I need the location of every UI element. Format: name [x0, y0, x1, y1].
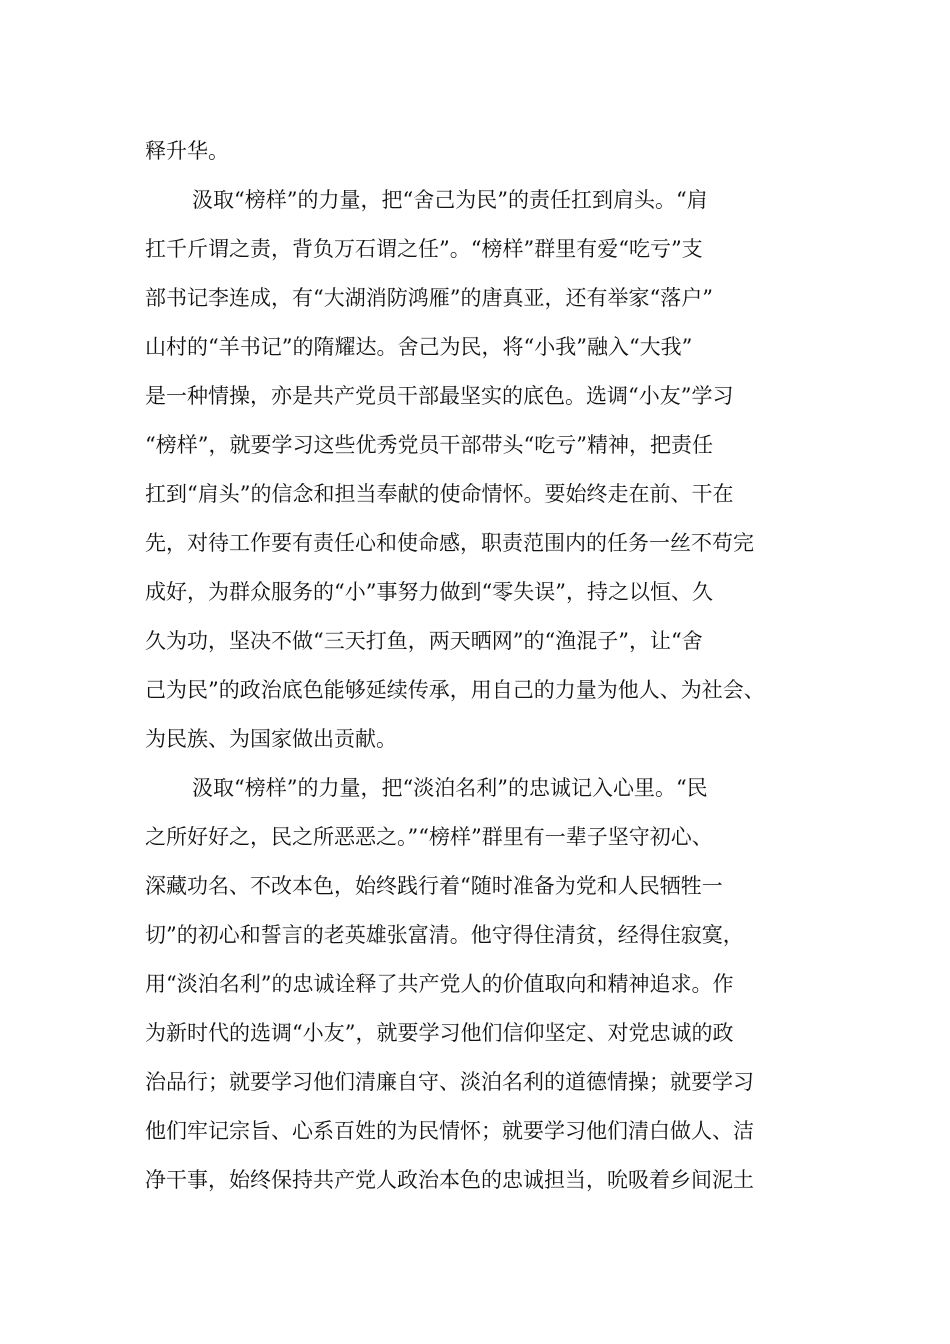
text-line: 久为功，坚决不做“三天打鱼，两天晒网”的“渔混子”，让“舍 [145, 629, 703, 653]
text-line: 先，对待工作要有责任心和使命感，职责范围内的任务一丝不苟完 [145, 531, 754, 555]
text-line: 治品行；就要学习他们清廉自守、淡泊名利的道德情操；就要学习 [145, 1070, 754, 1094]
text-line: 己为民”的政治底色能够延续传承，用自己的力量为他人、为社会、 [145, 678, 765, 702]
text-line: 扛千斤谓之责，背负万石谓之任”。“榜样”群里有爱“吃亏”支 [145, 237, 703, 261]
text-line: 他们牢记宗旨、心系百姓的为民情怀；就要学习他们清白做人、洁 [145, 1119, 754, 1143]
text-line: 成好，为群众服务的“小”事努力做到“零失误”，持之以恒、久 [145, 580, 713, 604]
text-line: 扛到“肩头”的信念和担当奉献的使命情怀。要始终走在前、干在 [145, 482, 734, 506]
text-line: 为新时代的选调“小友”，就要学习他们信仰坚定、对党忠诚的政 [145, 1021, 734, 1045]
text-line: 释升华。 [145, 139, 229, 163]
text-line: 深藏功名、不改本色，始终践行着“随时准备为党和人民牺牲一 [145, 874, 723, 898]
text-line: 是一种情操，亦是共产党员干部最坚实的底色。选调“小友”学习 [145, 384, 734, 408]
text-line: 为民族、为国家做出贡献。 [145, 727, 397, 751]
paragraph-first-line: 汲取“榜样”的力量，把“淡泊名利”的忠诚记入心里。“民 [192, 776, 708, 800]
text-line: “榜样”，就要学习这些优秀党员干部带头“吃亏”精神，把责任 [145, 433, 713, 457]
text-line: 切”的初心和誓言的老英雄张富清。他守得住清贫，经得住寂寞， [145, 923, 744, 947]
text-line: 山村的“羊书记”的隋耀达。舍己为民，将“小我”融入“大我” [145, 335, 693, 359]
text-line: 之所好好之，民之所恶恶之。”“榜样”群里有一辈子坚守初心、 [145, 825, 713, 849]
text-line: 用“淡泊名利”的忠诚诠释了共产党人的价值取向和精神追求。作 [145, 972, 734, 996]
text-line: 净干事，始终保持共产党人政治本色的忠诚担当，吮吸着乡间泥土 [145, 1168, 754, 1192]
text-line: 部书记李连成，有“大湖消防鸿雁”的唐真亚，还有举家“落户” [145, 286, 713, 310]
paragraph-first-line: 汲取“榜样”的力量，把“舍己为民”的责任扛到肩头。“肩 [192, 188, 708, 212]
